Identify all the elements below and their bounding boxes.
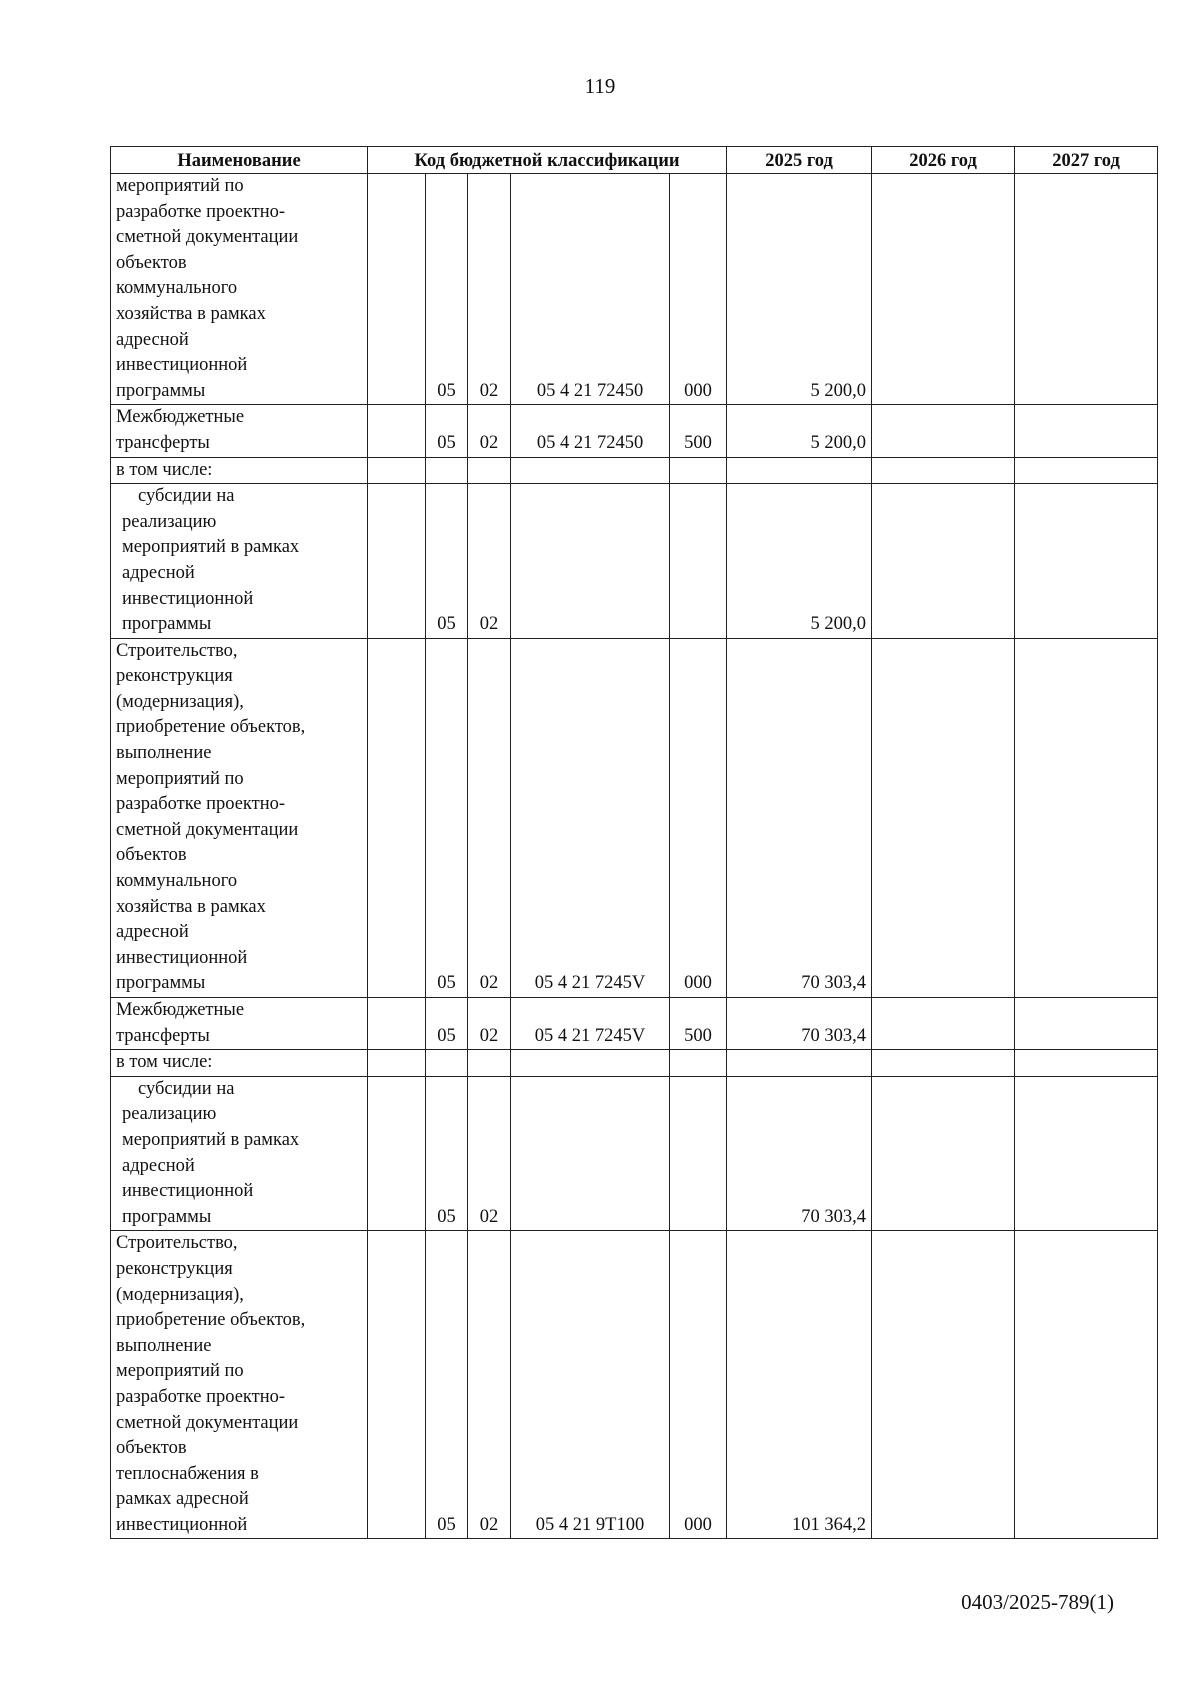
cell-name bbox=[111, 457, 368, 484]
cell-section: 05 bbox=[426, 998, 468, 1050]
cell-name bbox=[111, 998, 368, 1050]
cell-section: 05 bbox=[426, 405, 468, 457]
name-line: коммунального bbox=[116, 278, 238, 299]
table-body bbox=[111, 174, 1158, 1539]
cell-subsection: 02 bbox=[468, 998, 511, 1050]
name-line: инвестиционной bbox=[116, 947, 248, 968]
name-line: мероприятий по bbox=[116, 768, 244, 789]
cell-amount-2025: 101 364,2 bbox=[727, 1231, 872, 1539]
document-code: 0403/2025-789(1) bbox=[961, 1590, 1114, 1614]
cell-amount-2027 bbox=[1015, 998, 1158, 1050]
cell-target-article: 05 4 21 72450 bbox=[511, 405, 670, 457]
cell-subsection: 02 bbox=[468, 638, 511, 997]
cell-name bbox=[111, 405, 368, 457]
cell-name bbox=[111, 1231, 368, 1539]
name-line: мероприятий по bbox=[116, 1361, 244, 1382]
cell-code-admin bbox=[368, 405, 426, 457]
name-line: Межбюджетные bbox=[116, 1000, 245, 1020]
name-line: сметной документации bbox=[116, 227, 299, 248]
cell-amount-2025: 5 200,0 bbox=[727, 484, 872, 639]
cell-amount-2027 bbox=[1015, 1076, 1158, 1231]
cell-subsection: 02 bbox=[468, 405, 511, 457]
name-line: адресной bbox=[122, 562, 195, 583]
cell-amount-2025: 70 303,4 bbox=[727, 638, 872, 997]
cell-target-article bbox=[511, 484, 670, 639]
cell-amount-2025: 5 200,0 bbox=[727, 174, 872, 405]
table-row bbox=[111, 484, 1158, 639]
name-line: мероприятий по bbox=[116, 176, 244, 196]
cell-code-admin bbox=[368, 484, 426, 639]
name-line: выполнение bbox=[116, 1335, 212, 1356]
cell-section: 05 bbox=[426, 638, 468, 997]
name-line: в том числе: bbox=[116, 459, 213, 480]
header-budget-code: Код бюджетной классификации bbox=[368, 147, 727, 174]
name-line: хозяйства в рамках bbox=[116, 303, 266, 324]
name-line: программы bbox=[116, 380, 206, 401]
name-line: реконструкция bbox=[116, 666, 233, 687]
name-line: адресной bbox=[116, 922, 189, 943]
cell-amount-2025 bbox=[727, 1050, 872, 1077]
cell-expense-type bbox=[670, 1050, 727, 1077]
cell-section: 05 bbox=[426, 1076, 468, 1231]
cell-name bbox=[111, 174, 368, 405]
cell-subsection bbox=[468, 1050, 511, 1077]
table-row bbox=[111, 1076, 1158, 1231]
cell-amount-2027 bbox=[1015, 1231, 1158, 1539]
cell-section bbox=[426, 1050, 468, 1077]
header-year-2025: 2025 год bbox=[727, 147, 872, 174]
table-header-row bbox=[111, 147, 1158, 174]
name-line: реализацию bbox=[122, 1104, 217, 1125]
cell-expense-type: 000 bbox=[670, 1231, 727, 1539]
name-line: сметной документации bbox=[116, 1412, 299, 1433]
cell-section: 05 bbox=[426, 484, 468, 639]
header-year-2027: 2027 год bbox=[1015, 147, 1158, 174]
cell-amount-2027 bbox=[1015, 174, 1158, 405]
cell-code-admin bbox=[368, 174, 426, 405]
name-line: (модернизация), bbox=[116, 1284, 244, 1305]
cell-expense-type: 500 bbox=[670, 405, 727, 457]
cell-section: 05 bbox=[426, 1231, 468, 1539]
cell-expense-type bbox=[670, 1076, 727, 1231]
cell-expense-type bbox=[670, 457, 727, 484]
name-line: реализацию bbox=[122, 511, 217, 532]
cell-amount-2027 bbox=[1015, 484, 1158, 639]
cell-target-article: 05 4 21 72450 bbox=[511, 174, 670, 405]
cell-amount-2026 bbox=[872, 1050, 1015, 1077]
cell-expense-type: 500 bbox=[670, 998, 727, 1050]
cell-code-admin bbox=[368, 638, 426, 997]
cell-amount-2026 bbox=[872, 405, 1015, 457]
cell-target-article: 05 4 21 7245V bbox=[511, 998, 670, 1050]
name-line: хозяйства в рамках bbox=[116, 896, 266, 917]
cell-amount-2025: 5 200,0 bbox=[727, 405, 872, 457]
cell-amount-2025: 70 303,4 bbox=[727, 998, 872, 1050]
cell-target-article bbox=[511, 457, 670, 484]
table-row bbox=[111, 1231, 1158, 1539]
cell-expense-type bbox=[670, 484, 727, 639]
header-name: Наименование bbox=[111, 147, 368, 174]
cell-amount-2027 bbox=[1015, 1050, 1158, 1077]
cell-code-admin bbox=[368, 1050, 426, 1077]
cell-name bbox=[111, 484, 368, 639]
name-line: Строительство, bbox=[116, 1233, 238, 1254]
name-line: инвестиционной bbox=[122, 588, 254, 609]
cell-code-admin bbox=[368, 457, 426, 484]
cell-subsection bbox=[468, 457, 511, 484]
name-line: мероприятий в рамках bbox=[122, 1129, 300, 1150]
cell-amount-2026 bbox=[872, 484, 1015, 639]
cell-target-article bbox=[511, 1076, 670, 1231]
name-line: мероприятий в рамках bbox=[122, 537, 300, 558]
name-line: разработке проектно- bbox=[116, 1386, 286, 1407]
name-line: инвестиционной bbox=[116, 1514, 248, 1535]
table-row bbox=[111, 998, 1158, 1050]
cell-amount-2026 bbox=[872, 457, 1015, 484]
name-line: выполнение bbox=[116, 743, 212, 764]
name-line: адресной bbox=[122, 1155, 195, 1176]
name-line: разработке проектно- bbox=[116, 794, 286, 815]
cell-amount-2026 bbox=[872, 998, 1015, 1050]
name-line: трансферты bbox=[116, 432, 210, 453]
cell-amount-2026 bbox=[872, 1076, 1015, 1231]
table-row bbox=[111, 174, 1158, 405]
name-line: адресной bbox=[116, 329, 189, 350]
name-line: программы bbox=[122, 1206, 212, 1227]
name-line: программы bbox=[116, 973, 206, 994]
cell-amount-2026 bbox=[872, 1231, 1015, 1539]
name-line: рамках адресной bbox=[116, 1489, 249, 1510]
table-row bbox=[111, 457, 1158, 484]
cell-amount-2025 bbox=[727, 457, 872, 484]
cell-section bbox=[426, 457, 468, 484]
cell-name bbox=[111, 1050, 368, 1077]
name-line: инвестиционной bbox=[122, 1181, 254, 1202]
cell-target-article: 05 4 21 7245V bbox=[511, 638, 670, 997]
cell-expense-type: 000 bbox=[670, 174, 727, 405]
name-line: реконструкция bbox=[116, 1258, 233, 1279]
name-line: объектов bbox=[116, 252, 187, 273]
cell-subsection: 02 bbox=[468, 174, 511, 405]
name-line: Строительство, bbox=[116, 640, 238, 661]
cell-subsection: 02 bbox=[468, 1076, 511, 1231]
table-row bbox=[111, 405, 1158, 457]
name-line: в том числе: bbox=[116, 1052, 213, 1073]
name-line: объектов bbox=[116, 1438, 187, 1459]
name-line: приобретение объектов, bbox=[116, 1310, 306, 1331]
name-line: программы bbox=[122, 614, 212, 635]
cell-name bbox=[111, 638, 368, 997]
name-line: трансферты bbox=[116, 1025, 210, 1046]
name-line: субсидии на bbox=[138, 486, 235, 507]
name-line: субсидии на bbox=[138, 1078, 235, 1099]
cell-code-admin bbox=[368, 1076, 426, 1231]
table-row bbox=[111, 1050, 1158, 1077]
cell-target-article bbox=[511, 1050, 670, 1077]
cell-section: 05 bbox=[426, 174, 468, 405]
cell-target-article: 05 4 21 9Т100 bbox=[511, 1231, 670, 1539]
cell-code-admin bbox=[368, 1231, 426, 1539]
cell-subsection: 02 bbox=[468, 484, 511, 639]
budget-table bbox=[110, 146, 1158, 1539]
cell-amount-2025: 70 303,4 bbox=[727, 1076, 872, 1231]
cell-subsection: 02 bbox=[468, 1231, 511, 1539]
cell-amount-2027 bbox=[1015, 457, 1158, 484]
name-line: коммунального bbox=[116, 871, 238, 892]
cell-amount-2027 bbox=[1015, 638, 1158, 997]
name-line: (модернизация), bbox=[116, 691, 244, 712]
cell-code-admin bbox=[368, 998, 426, 1050]
cell-expense-type: 000 bbox=[670, 638, 727, 997]
cell-amount-2027 bbox=[1015, 405, 1158, 457]
cell-name bbox=[111, 1076, 368, 1231]
cell-amount-2026 bbox=[872, 174, 1015, 405]
name-line: приобретение объектов, bbox=[116, 717, 306, 738]
name-line: объектов bbox=[116, 845, 187, 866]
table-row bbox=[111, 638, 1158, 997]
cell-amount-2026 bbox=[872, 638, 1015, 997]
name-line: сметной документации bbox=[116, 819, 299, 840]
name-line: разработке проектно- bbox=[116, 201, 286, 222]
page-number: 119 bbox=[584, 74, 616, 98]
name-line: теплоснабжения в bbox=[116, 1463, 259, 1484]
name-line: Межбюджетные bbox=[116, 407, 245, 428]
name-line: инвестиционной bbox=[116, 355, 248, 376]
header-year-2026: 2026 год bbox=[872, 147, 1015, 174]
